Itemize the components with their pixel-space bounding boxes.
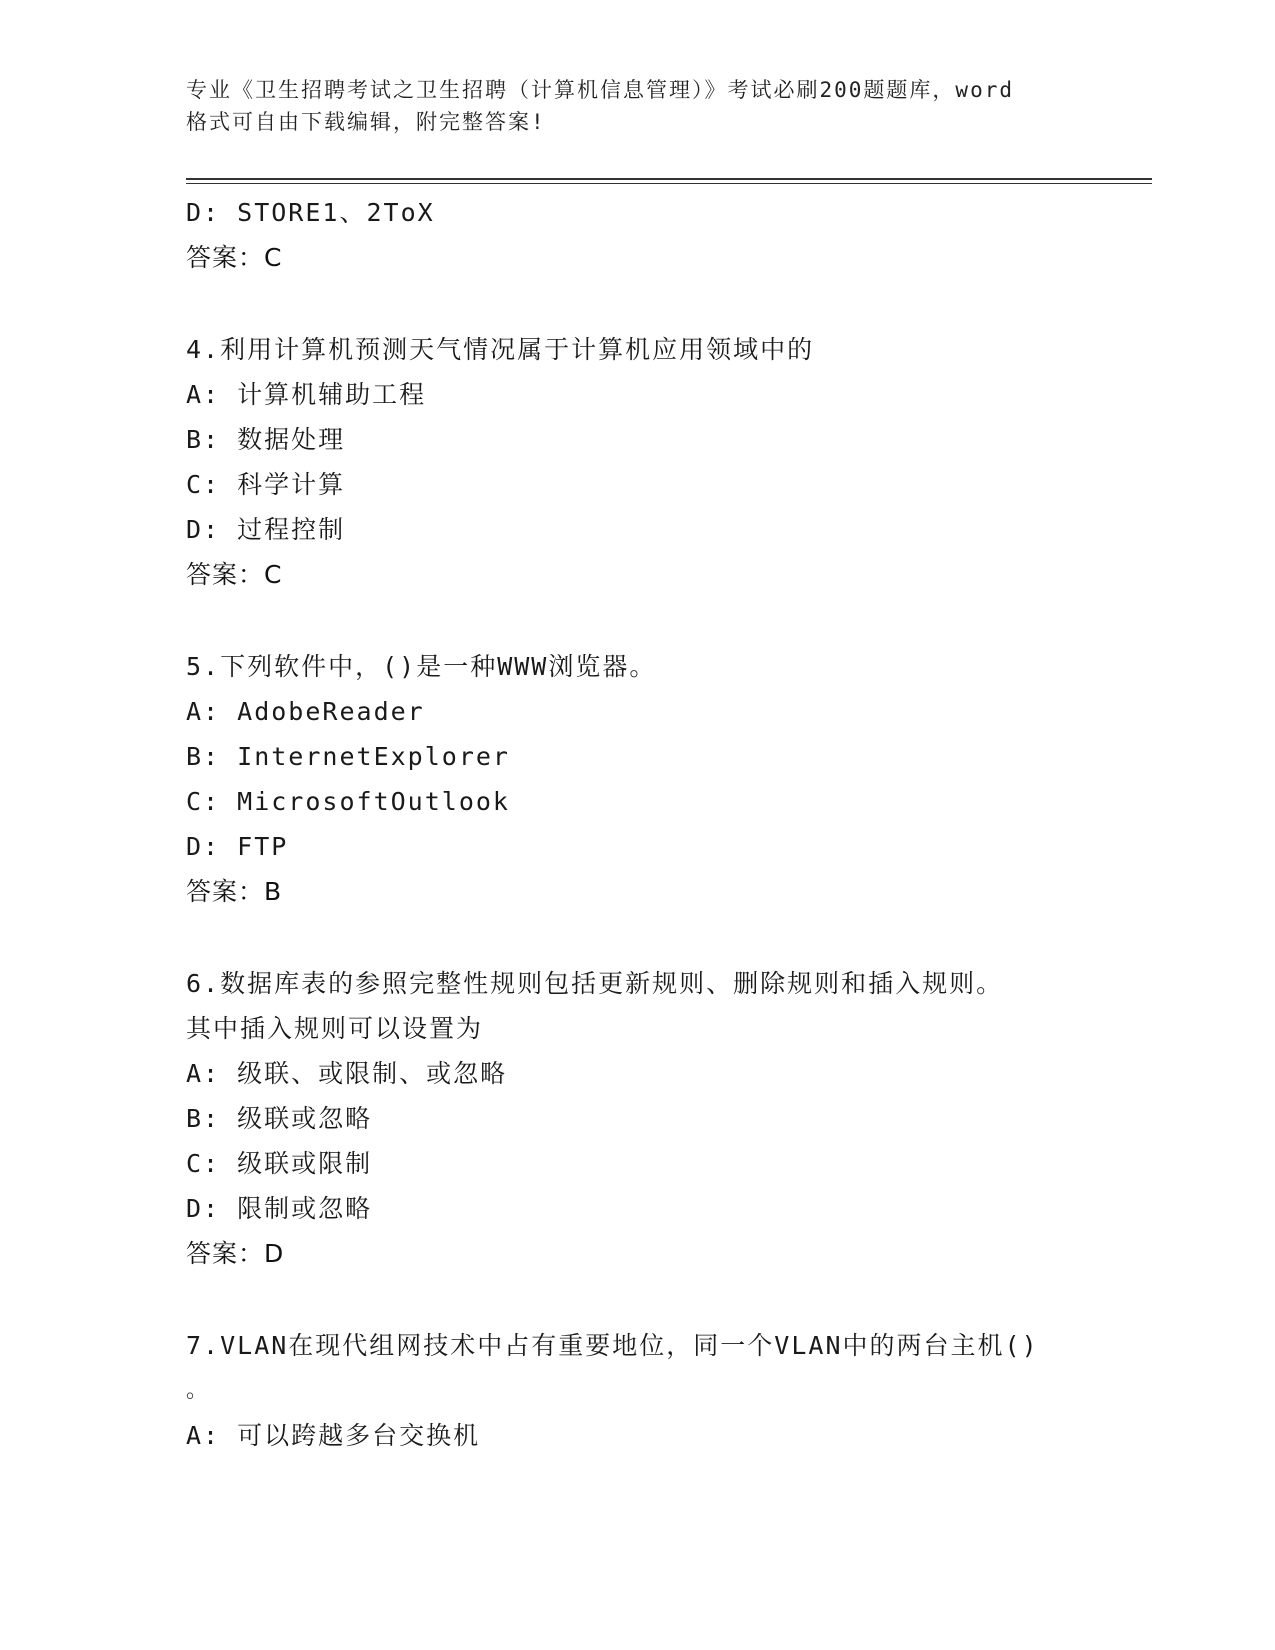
question-5-option-a: A: AdobeReader [186, 697, 425, 726]
spacer [186, 1276, 1152, 1323]
question-4-stem: 4.利用计算机预测天气情况属于计算机应用领域中的 [186, 335, 815, 364]
question-4-option-c: C: 科学计算 [186, 470, 346, 499]
question-7-stem-line-1: 7.VLAN在现代组网技术中占有重要地位，同一个VLAN中的两台主机() [186, 1331, 1039, 1360]
question-4-option-d: D: 过程控制 [186, 515, 346, 544]
question-6-option-d: D: 限制或忽略 [186, 1194, 373, 1223]
question-4-answer: 答案：C [186, 560, 283, 589]
question-6-stem-line-2: 其中插入规则可以设置为 [186, 1014, 484, 1043]
question-6-option-a: A: 级联、或限制、或忽略 [186, 1059, 508, 1088]
header-title-line-2: 格式可自由下载编辑，附完整答案! [186, 110, 546, 134]
question-7-stem-line-2: 。 [186, 1378, 209, 1403]
question-5-option-c: C: MicrosoftOutlook [186, 787, 510, 816]
question-6 [186, 961, 1152, 1276]
question-6-option-b: B: 级联或忽略 [186, 1104, 373, 1133]
question-5-stem: 5.下列软件中，()是一种WWW浏览器。 [186, 652, 657, 681]
header-title-line-1: 专业《卫生招聘考试之卫生招聘（计算机信息管理）》考试必刷200题题库，word [186, 78, 1014, 102]
question-6-answer: 答案：D [186, 1239, 285, 1268]
question-3-option-d: D: STORE1、2ToX [186, 198, 435, 227]
spacer [186, 914, 1152, 961]
question-6-stem-line-1: 6.数据库表的参照完整性规则包括更新规则、删除规则和插入规则。 [186, 969, 1004, 998]
question-4-option-a: A: 计算机辅助工程 [186, 380, 427, 409]
question-7 [186, 1323, 1152, 1458]
question-4-option-b: B: 数据处理 [186, 425, 346, 454]
question-3-tail [186, 190, 1152, 280]
header-divider-thick [186, 178, 1152, 180]
spacer [186, 280, 1152, 327]
question-list [186, 190, 1152, 1458]
spacer [186, 597, 1152, 644]
question-7-option-a: A: 可以跨越多台交换机 [186, 1421, 481, 1450]
question-6-option-c: C: 级联或限制 [186, 1149, 373, 1178]
question-5-answer: 答案：B [186, 877, 283, 906]
question-5 [186, 644, 1152, 914]
header-divider-thin [186, 183, 1152, 184]
question-4 [186, 327, 1152, 597]
question-5-option-d: D: FTP [186, 832, 289, 861]
question-3-answer: 答案：C [186, 243, 283, 272]
document-header [186, 74, 1086, 138]
question-5-option-b: B: InternetExplorer [186, 742, 510, 771]
